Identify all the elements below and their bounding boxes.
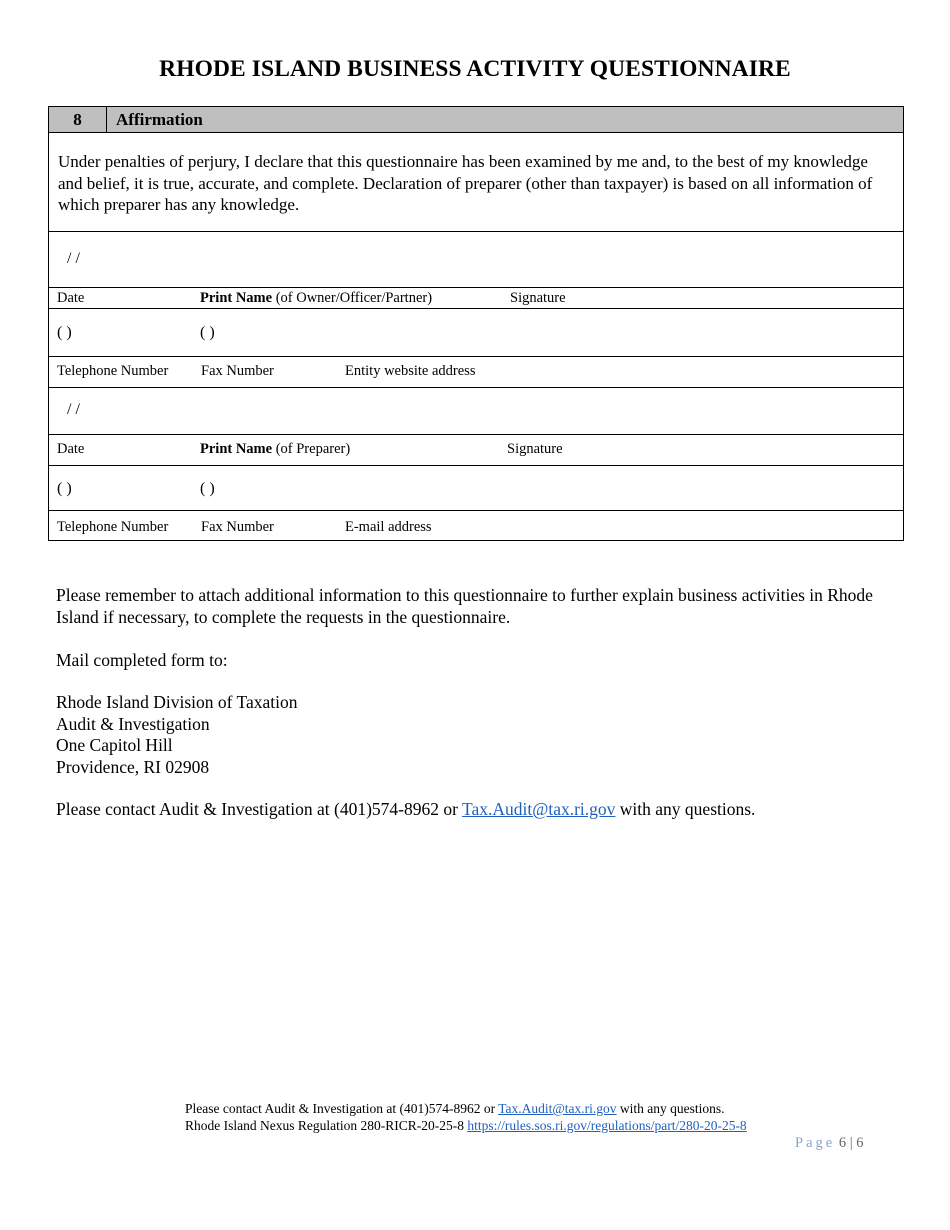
print-name-qualifier: (of Owner/Officer/Partner) <box>272 290 433 306</box>
page-count: 6 | 6 <box>838 1135 864 1151</box>
page-number <box>795 1135 863 1152</box>
preparer-signature-label: Signature <box>507 441 563 457</box>
divider <box>49 387 903 388</box>
owner-date-field[interactable]: / / <box>67 250 80 267</box>
owner-fax-field[interactable]: ( ) <box>200 324 215 341</box>
divider <box>49 356 903 357</box>
section-label: Affirmation <box>116 110 203 129</box>
print-name-bold: Print Name <box>200 441 273 457</box>
print-name-qualifier: (of Preparer) <box>272 441 351 457</box>
preparer-print-name-label <box>200 441 350 458</box>
mail-to-label: Mail completed form to: <box>56 650 228 670</box>
address-line: Audit & Investigation <box>56 713 210 734</box>
entity-website-label: Entity website address <box>345 363 476 379</box>
footer-contact-prefix: Please contact Audit & Investigation at (401)574-8962 or <box>185 1101 499 1116</box>
divider <box>49 434 903 435</box>
declaration-text: Under penalties of perjury, I declare that this questionnaire has been examined by me and, to the best of my knowledge and belief, it is true, accurate, and complete. Declaration of preparer (other than taxpayer) is based on all information of which preparer has any knowledge. <box>58 152 873 214</box>
divider <box>49 510 903 511</box>
contact-paragraph <box>56 799 755 821</box>
reminder-paragraph: Please remember to attach additional information to this questionnaire to further explain business activities in Rhode Island if necessary, to complete the requests in the questionnaire. <box>56 585 873 627</box>
document-title: RHODE ISLAND BUSINESS ACTIVITY QUESTIONNAIRE <box>159 56 791 82</box>
preparer-fax-label: Fax Number <box>201 519 274 535</box>
preparer-fax-field[interactable]: ( ) <box>200 480 215 497</box>
owner-signature-label: Signature <box>510 290 566 306</box>
footer-contact-line <box>185 1101 725 1117</box>
divider <box>49 287 903 288</box>
address-line: Providence, RI 02908 <box>56 756 210 777</box>
section-number: 8 <box>49 107 107 132</box>
divider <box>49 231 903 232</box>
owner-telephone-field[interactable]: ( ) <box>57 324 72 341</box>
preparer-email-label: E-mail address <box>345 519 432 535</box>
owner-fax-label: Fax Number <box>201 363 274 379</box>
contact-suffix: with any questions. <box>615 799 756 819</box>
mailing-address <box>56 692 297 778</box>
preparer-telephone-label: Telephone Number <box>57 519 169 535</box>
footer-contact-suffix: with any questions. <box>616 1101 725 1116</box>
contact-email-link[interactable]: Tax.Audit@tax.ri.gov <box>462 799 616 819</box>
divider <box>49 308 903 309</box>
preparer-telephone-field[interactable]: ( ) <box>57 480 72 497</box>
preparer-date-field[interactable]: / / <box>67 401 80 418</box>
address-line: One Capitol Hill <box>56 735 173 755</box>
footer-email-link[interactable]: Tax.Audit@tax.ri.gov <box>498 1101 617 1116</box>
print-name-bold: Print Name <box>200 290 273 306</box>
owner-print-name-label <box>200 290 432 307</box>
preparer-date-label: Date <box>57 441 85 457</box>
footer-regulation-prefix: Rhode Island Nexus Regulation 280-RICR-20-25-8 <box>185 1118 468 1133</box>
divider <box>49 465 903 466</box>
contact-prefix: Please contact Audit & Investigation at (401)574-8962 or <box>56 799 462 819</box>
page-word: Page <box>795 1135 836 1151</box>
owner-date-label: Date <box>57 290 85 306</box>
footer-regulation-line <box>185 1118 747 1134</box>
regulation-link[interactable]: https://rules.sos.ri.gov/regulations/part/280-20-25-8 <box>467 1118 747 1133</box>
address-line: Rhode Island Division of Taxation <box>56 692 298 712</box>
section-header <box>49 107 903 133</box>
affirmation-form <box>48 106 904 541</box>
owner-telephone-label: Telephone Number <box>57 363 169 379</box>
